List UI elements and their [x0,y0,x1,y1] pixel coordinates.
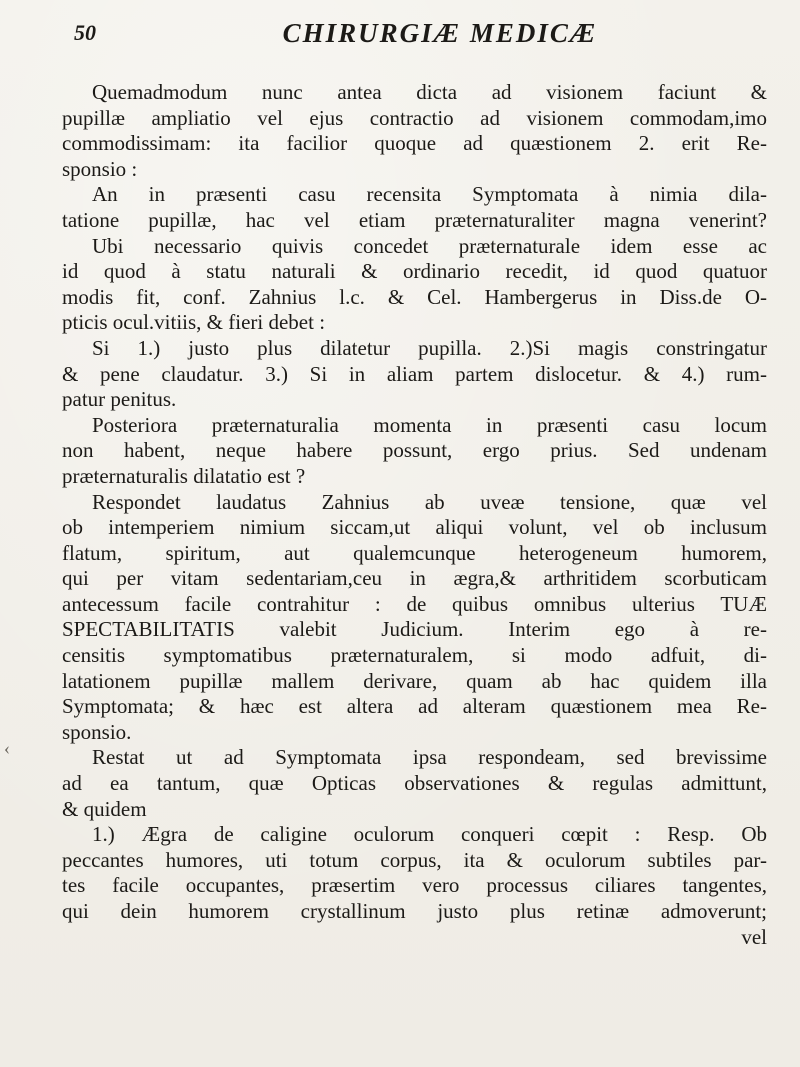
text-line: sponsio. [62,719,132,744]
text-line: Symptomata; & hæc est altera ad alteram quæstionem mea Re- [62,694,767,719]
text-line: Si 1.) justo plus dilatetur pupilla. 2.)Si magis constringatur [92,335,767,360]
text-line: peccantes humores, uti totum corpus, ita & oculorum subtiles par- [62,847,767,872]
text-line: flatum, spiritum, aut qualemcunque heterogeneum humorem, [62,540,767,565]
text-line: pupillæ ampliatio vel ejus contractio ad visionem commodam,imo [62,105,767,130]
text-line: ad ea tantum, quæ Opticas observationes & regulas admittunt, [62,771,767,796]
running-head: CHIRURGIÆ MEDICÆ [282,18,598,48]
text-line: & pene claudatur. 3.) Si in aliam partem dislocetur. & 4.) rum- [62,361,767,386]
margin-mark: ‹ [4,738,10,758]
text-line: tes facile occupantes, præsertim vero processus ciliares tangentes, [62,873,767,898]
text-line: non habent, neque habere possunt, ergo prius. Sed undenam [62,438,767,463]
text-line: patur penitus. [62,387,177,412]
text-line: Restat ut ad Symptomata ipsa respondeam, sed brevissime [92,745,767,770]
text-line: sponsio : [62,156,138,181]
text-line: antecessum facile contrahitur : de quibus omnibus ulterius TUÆ [62,591,767,616]
text-line: Respondet laudatus Zahnius ab uveæ tensione, quæ vel [92,489,767,514]
text-line: Posteriora præternaturalia momenta in præsenti casu locum [92,412,767,437]
text-line: præternaturalis dilatatio est ? [62,463,306,488]
text-line: ob intemperiem nimium siccam,ut aliqui volunt, vel ob inclusum [62,515,767,540]
text-line: latationem pupillæ mallem derivare, quam ab hac quidem illa [62,668,767,693]
text-line: Ubi necessario quivis concedet præternaturale idem esse ac [92,233,767,258]
text-line: & quidem [62,796,147,821]
text-line: censitis symptomatibus præternaturalem, si modo adfuit, di- [62,643,767,668]
text-line: modis fit, conf. Zahnius l.c. & Cel. Hambergerus in Diss.de O- [62,284,767,309]
text-line: qui dein humorem crystallinum justo plus retinæ admoverunt; [62,899,767,923]
text-line: An in præsenti casu recensita Symptomata à nimia dila- [92,182,767,207]
text-line: SPECTABILITATIS valebit Judicium. Interim ego à re- [62,617,767,642]
page-header [60,14,760,54]
catchword: vel [741,924,767,949]
text-line: pticis ocul.vitiis, & fieri debet : [62,310,326,335]
body-text [62,80,767,950]
text-line: id quod à statu naturali & ordinario recedit, id quod quatuor [62,259,767,284]
text-line: Quemadmodum nunc antea dicta ad visionem faciunt & [92,80,767,104]
text-line: 1.) Ægra de caligine oculorum conqueri cœpit : Resp. Ob [92,822,767,847]
text-line: tatione pupillæ, hac vel etiam præternaturaliter magna venerint? [62,207,767,232]
page-number: 50 [74,20,96,45]
text-line: qui per vitam sedentariam,ceu in ægra,& arthritidem scorbuticam [62,566,767,591]
text-line: commodissimam: ita facilior quoque ad quæstionem 2. erit Re- [62,131,767,156]
